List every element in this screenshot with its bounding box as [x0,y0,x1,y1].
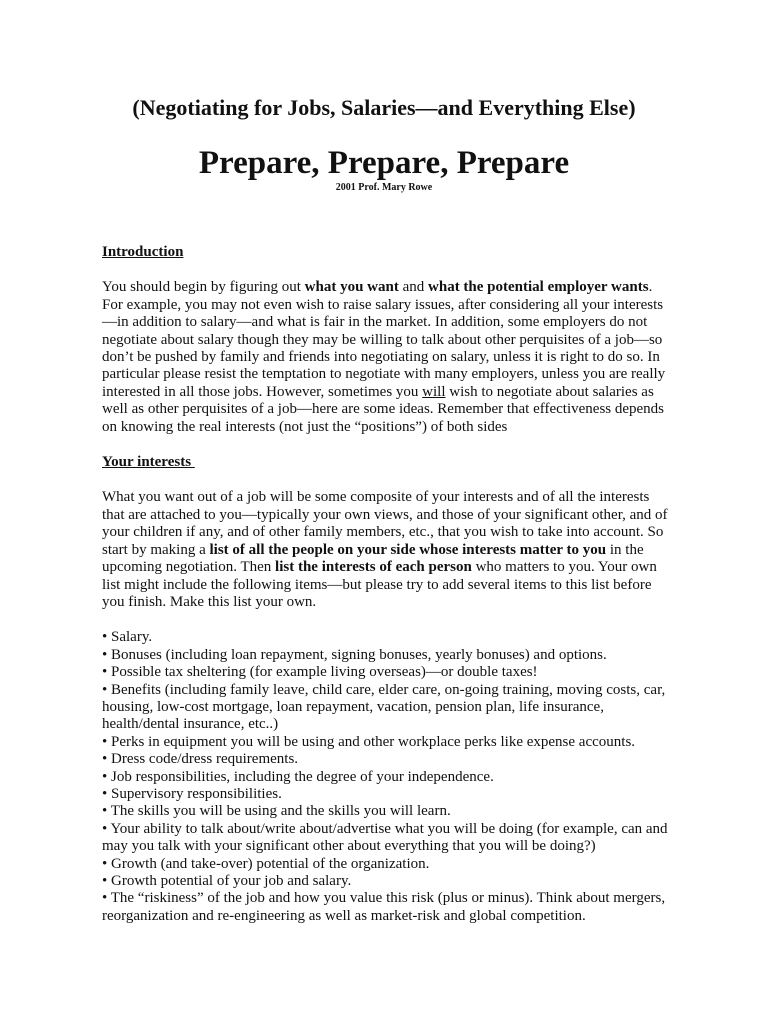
spacer [102,611,672,629]
interests-list [102,629,672,925]
document-subtitle: (Negotiating for Jobs, Salaries—and Everything Else) [132,95,636,120]
introduction-heading: Introduction [102,244,184,260]
text-run: . For example, you may not even wish to raise salary issues, after considering all your interests—in addition to salary—and what is fair in the market. In addition, some employers do not negotiate about salary though they may be willing to talk about other perquisites of a job—so don’t be pushed by family and friends into negotiating on salary, unless it is right to do so. In particular please resist the temptation to negotiate with many employers, unless you are really interested in all those jobs. However, sometimes you [102,279,666,400]
text-run: in the upcoming negotiation. Then [102,541,644,576]
list-item: • Benefits (including family leave, child care, elder care, on-going training, moving costs, car, housing, low-cost mortgage, loan repayment, vacation, pension plan, life insurance, health/dental insurance, etc..) [102,681,666,733]
interests-heading: Your interests [102,454,195,471]
bold-run: what the potential employer wants [428,279,649,296]
list-item: • The skills you will be using and the skills you will learn. [102,803,451,820]
list-item: • Growth (and take-over) potential of the organization. [102,855,430,872]
list-item: • Supervisory responsibilities. [102,785,282,802]
spacer [102,436,672,454]
document-body [102,244,672,925]
bold-run: list of all the people on your side whose interests matter to you [209,541,607,558]
text-run: who matters to you. Your own list might include the following items—but please try to add several items to this list before you finish. Make this list your own. [102,559,657,610]
list-item: • Dress code/dress requirements. [102,751,299,768]
list-item: • The “riskiness” of the job and how you value this risk (plus or minus). Think about mergers, reorganization and re-engineering as well as market-risk and global competition. [102,890,666,924]
text-run: You should begin by figuring out [102,279,305,296]
document-byline: 2001 Prof. Mary Rowe [335,182,433,193]
text-run: What you want out of a job will be some composite of your interests and of all the interests that are attached to you—typically your own views, and those of your significant other, and of your children if any, and of other family members, etc., that you wish to take into account. So start by making a [102,489,668,558]
list-item: • Job responsibilities, including the degree of your independence. [102,768,494,785]
list-item: • Salary. [102,629,153,646]
underlined-run: will [422,383,446,400]
text-run: wish to negotiate about salaries as well as other perquisites of a job—here are some ideas. Remember that effectiveness depends on knowing the real interests (not just the “positions”) of both sides [102,383,665,435]
introduction-paragraph [102,279,672,436]
list-item: • Growth potential of your job and salary. [102,873,352,889]
list-item: • Possible tax sheltering (for example living overseas)—or double taxes! [102,664,538,681]
list-item: • Perks in equipment you will be using and other workplace perks like expense accounts. [102,733,636,750]
bold-run: list the interests of each person [275,559,472,576]
bold-run: what you want [304,279,399,296]
document-title: Prepare, Prepare, Prepare [198,145,570,181]
list-item: • Your ability to talk about/write about/advertise what you will be doing (for example, can and may you talk with your significant other about everything that you will be doing?) [102,820,668,855]
interests-paragraph [102,489,672,611]
spacer [102,471,672,489]
list-item: • Bonuses (including loan repayment, signing bonuses, yearly bonuses) and options. [102,646,607,663]
spacer [102,261,672,279]
text-run: and [398,279,429,296]
